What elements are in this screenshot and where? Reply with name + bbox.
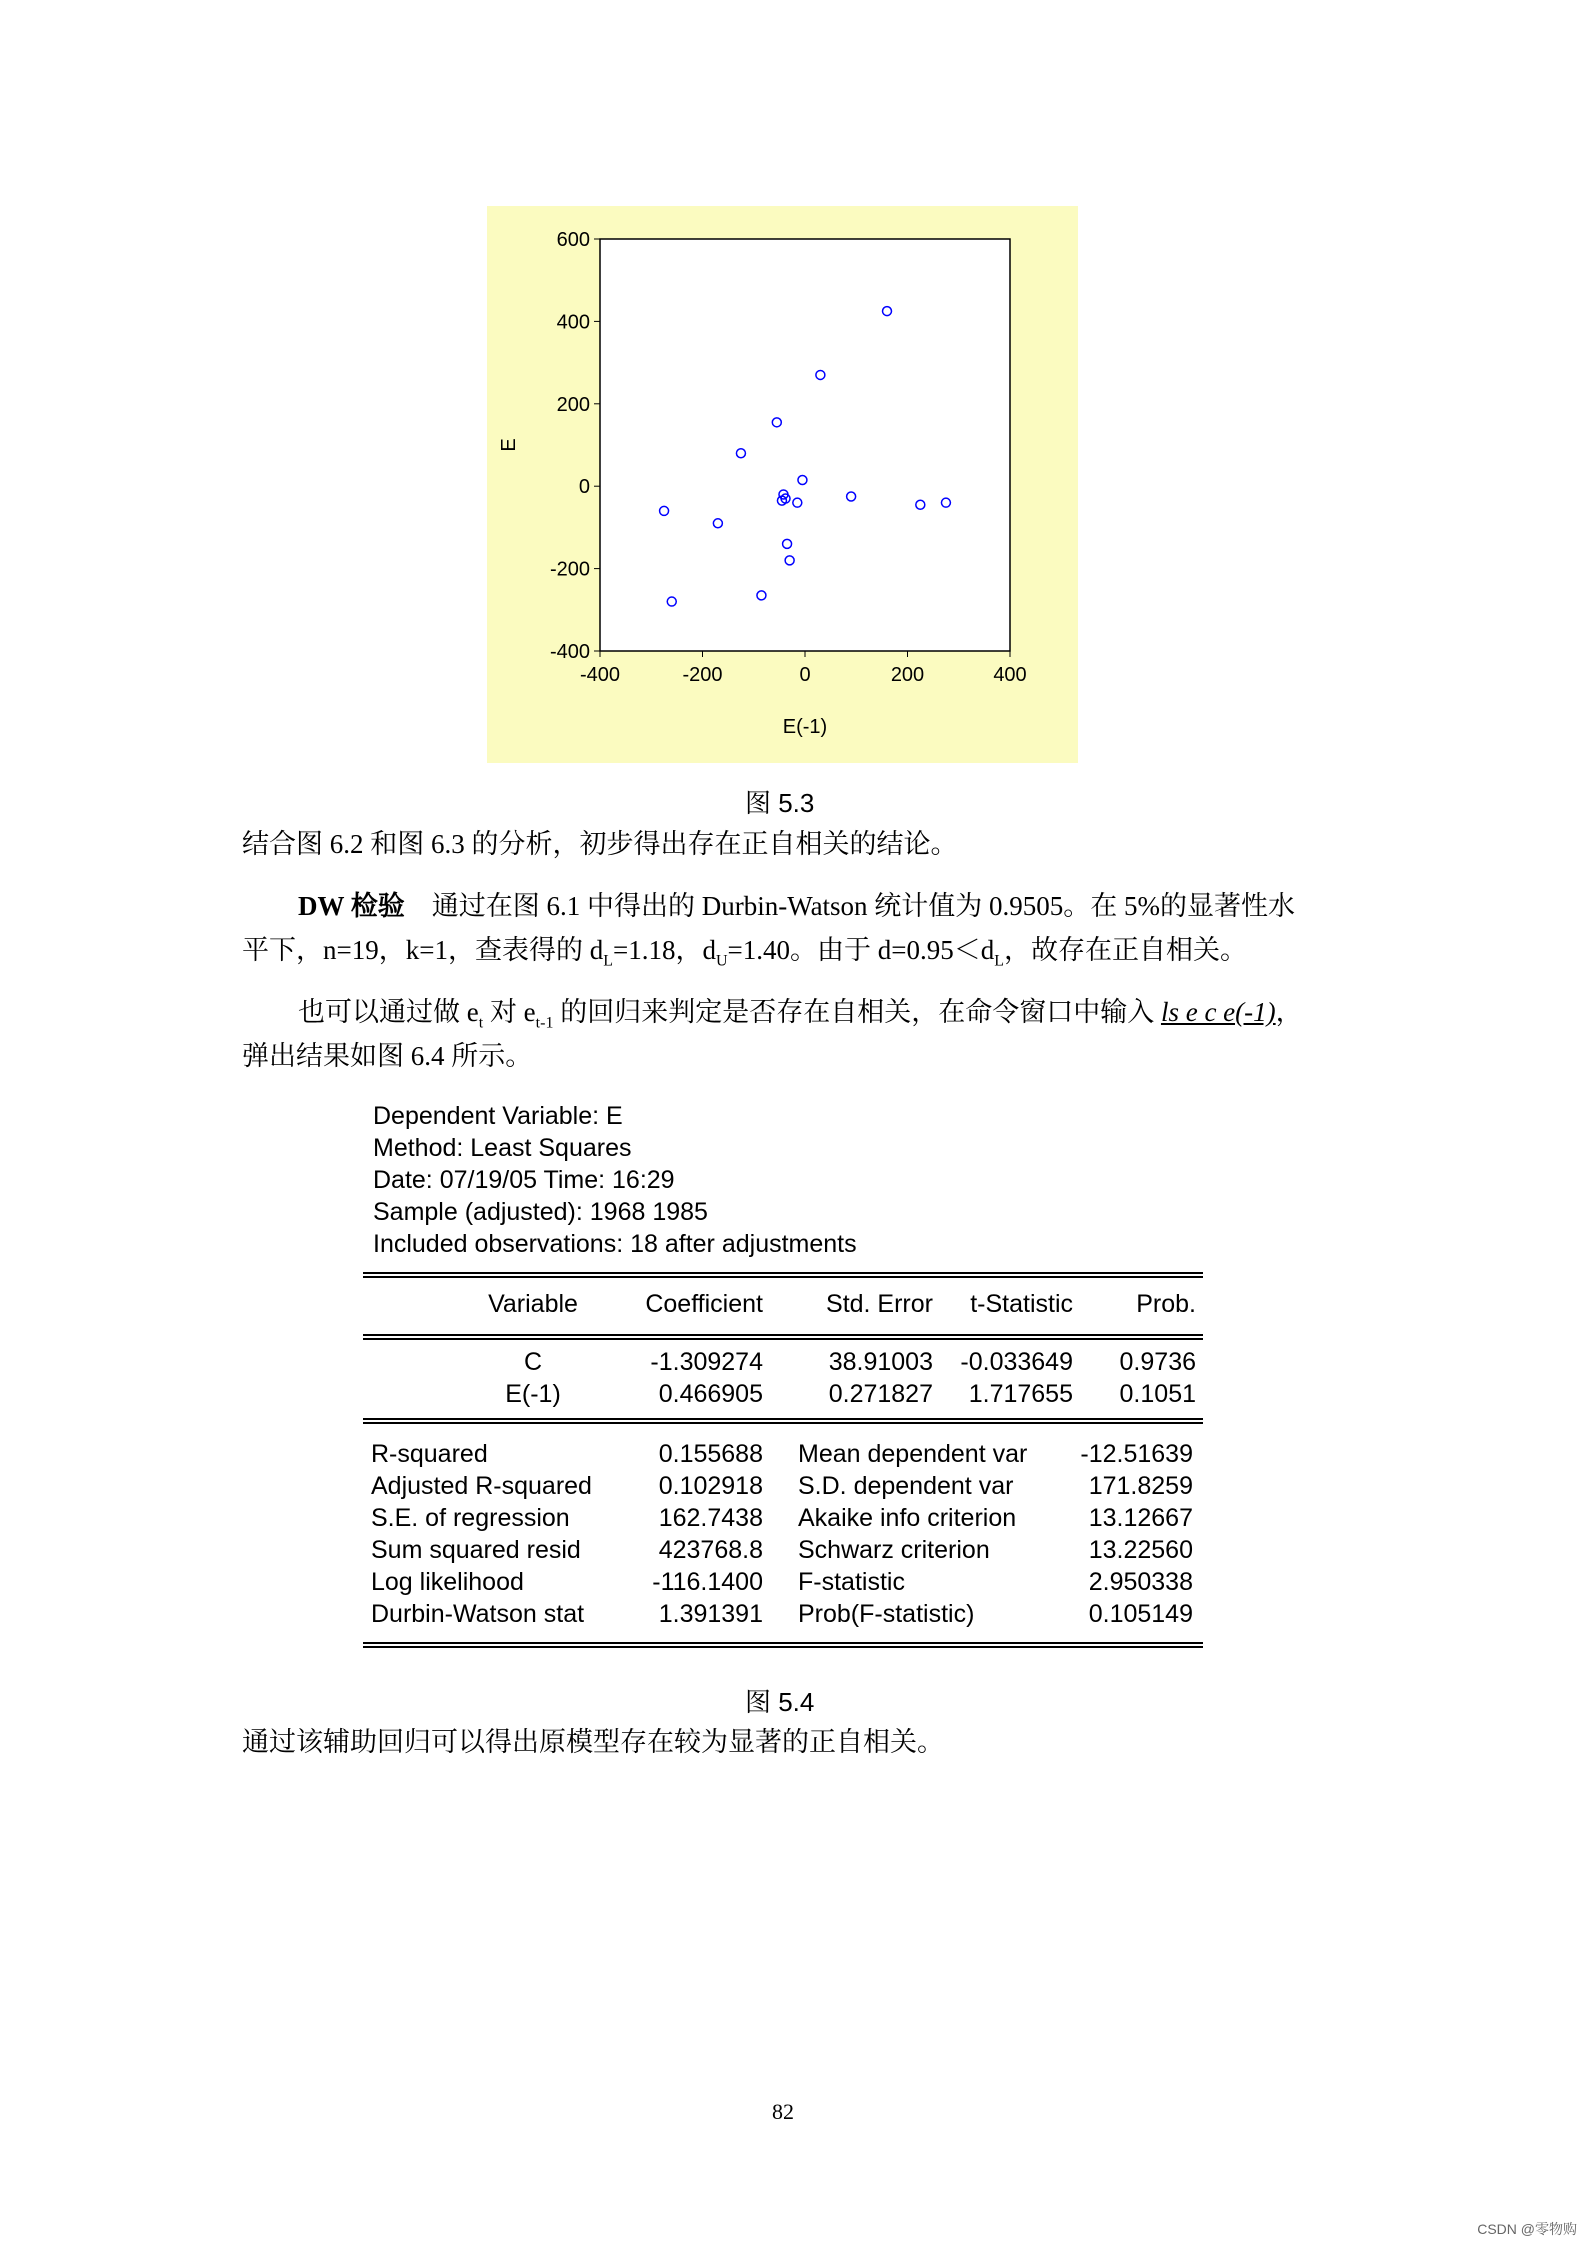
col-t-statistic: t-Statistic — [970, 1290, 1073, 1318]
stat-label: Durbin-Watson stat — [371, 1600, 585, 1628]
double-rule — [363, 1642, 1203, 1648]
cell: 0.9736 — [1119, 1348, 1196, 1376]
x-tick-label: 0 — [799, 664, 811, 686]
figure-caption-5-3: 图 5.3 — [745, 788, 815, 818]
x-tick-label: -200 — [682, 664, 723, 686]
reg-header-line: Dependent Variable: E — [373, 1102, 623, 1130]
table-header-row — [363, 1288, 1203, 1320]
sub-l: L — [603, 952, 613, 970]
stat-value: 0.102918 — [658, 1472, 763, 1500]
col-variable: Variable — [488, 1290, 578, 1318]
col-std-error: Std. Error — [826, 1290, 933, 1318]
dw-heading: DW 检验 — [298, 891, 405, 921]
stats-row — [363, 1470, 1203, 1502]
x-tick-label: 400 — [993, 664, 1027, 686]
y-tick-label: -200 — [549, 558, 590, 581]
aux-text-b: 对 e — [483, 997, 536, 1027]
command-text: ls e c e(-1) — [1160, 997, 1276, 1027]
paragraph-dw-line2 — [242, 928, 1247, 972]
dw-text-2a: 平下，n=19，k=1，查表得的 d — [242, 935, 604, 965]
regression-output — [363, 1100, 1203, 1648]
y-axis-label: E — [498, 438, 520, 452]
stat-label: Adjusted R-squared — [371, 1472, 592, 1500]
stats-row — [363, 1534, 1203, 1566]
paragraph-final: 通过该辅助回归可以得出原模型存在较为显著的正自相关。 — [242, 1727, 944, 1757]
stats-row — [363, 1598, 1203, 1630]
stat-label: F-statistic — [798, 1568, 905, 1596]
stat-label: Akaike info criterion — [798, 1504, 1017, 1532]
aux-text-a: 也可以通过做 e — [298, 997, 479, 1027]
stat-label: S.E. of regression — [371, 1504, 570, 1532]
stat-value: 162.7438 — [658, 1504, 763, 1532]
col-coefficient: Coefficient — [645, 1290, 763, 1318]
x-tick-label: -400 — [579, 664, 621, 686]
stat-value: 1.391391 — [658, 1600, 763, 1628]
col-prob: Prob. — [1136, 1290, 1196, 1318]
cell: 1.717655 — [968, 1380, 1073, 1408]
reg-header-line: Included observations: 18 after adjustments — [373, 1230, 857, 1258]
stat-value: 423768.8 — [658, 1536, 763, 1564]
y-tick-label: 0 — [578, 476, 590, 499]
cell: -0.033649 — [960, 1348, 1073, 1376]
dw-text-2d: ，故存在正自相关。 — [1004, 935, 1248, 965]
paragraph-conclusion: 结合图 6.2 和图 6.3 的分析，初步得出存在正自相关的结论。 — [242, 829, 958, 859]
cell: 0.1051 — [1119, 1380, 1196, 1408]
reg-header-line: Sample (adjusted): 1968 1985 — [373, 1198, 708, 1226]
sub-u: U — [715, 952, 728, 970]
cell: C — [523, 1348, 543, 1376]
stat-label: Prob(F-statistic) — [798, 1600, 975, 1628]
sub-t: t — [478, 1014, 484, 1032]
stat-label: R-squared — [371, 1440, 488, 1468]
x-axis-label: E(-1) — [782, 716, 828, 738]
sub-l-2: L — [994, 952, 1005, 970]
aux-text-c: 的回归来判定是否存在自相关，在命令窗口中输入 — [553, 997, 1161, 1027]
y-tick-label: 600 — [556, 229, 590, 251]
stat-value: 0.155688 — [658, 1440, 763, 1468]
stat-label: Schwarz criterion — [798, 1536, 990, 1564]
cell: 0.466905 — [658, 1380, 763, 1408]
stats-row — [363, 1438, 1203, 1470]
cell: 38.91003 — [828, 1348, 933, 1376]
table-row — [363, 1378, 1203, 1410]
cell: -1.309274 — [650, 1348, 763, 1376]
x-tick-label: 200 — [890, 664, 925, 686]
watermark: CSDN @零物购 — [1477, 2221, 1577, 2237]
stat-value: 0.105149 — [1088, 1600, 1193, 1628]
aux-text-d: ， — [1275, 997, 1303, 1027]
y-tick-label: 400 — [556, 311, 590, 334]
paragraph-dw-line1 — [298, 884, 1295, 928]
scatter-plot-svg — [487, 206, 1078, 763]
page-number: 82 — [772, 2099, 794, 2124]
stat-value: -12.51639 — [1080, 1440, 1193, 1468]
paragraph-aux-line2: 弹出结果如图 6.4 所示。 — [242, 1041, 533, 1071]
scatter-chart — [487, 206, 1078, 763]
stats-row — [363, 1502, 1203, 1534]
stat-value: 13.22560 — [1088, 1536, 1193, 1564]
stat-label: Log likelihood — [371, 1568, 524, 1596]
dw-text-2b: =1.18，d — [613, 935, 716, 965]
reg-header-line: Method: Least Squares — [373, 1134, 632, 1162]
cell: E(-1) — [505, 1380, 561, 1408]
stat-label: S.D. dependent var — [798, 1472, 1014, 1500]
dw-text-1: 通过在图 6.1 中得出的 Durbin-Watson 统计值为 0.9505。在 5%的显著性水 — [431, 891, 1296, 921]
figure-caption-5-4: 图 5.4 — [745, 1687, 815, 1717]
stat-value: 2.950338 — [1088, 1568, 1193, 1596]
stat-value: 171.8259 — [1088, 1472, 1193, 1500]
dw-text-2c: =1.40。由于 d=0.95＜d — [727, 935, 995, 965]
stats-row — [363, 1566, 1203, 1598]
y-tick-label: 200 — [556, 393, 590, 416]
table-row — [363, 1346, 1203, 1378]
stat-value: -116.1400 — [652, 1568, 763, 1596]
plot-area — [600, 239, 1010, 651]
stat-label: Mean dependent var — [798, 1440, 1028, 1468]
sub-t1: t-1 — [535, 1014, 554, 1032]
reg-header-line: Date: 07/19/05 Time: 16:29 — [373, 1166, 675, 1194]
cell: 0.271827 — [828, 1380, 933, 1408]
paragraph-aux-line1 — [298, 990, 1303, 1034]
stat-label: Sum squared resid — [371, 1536, 581, 1564]
stat-value: 13.12667 — [1088, 1504, 1193, 1532]
y-tick-label: -400 — [549, 641, 590, 663]
